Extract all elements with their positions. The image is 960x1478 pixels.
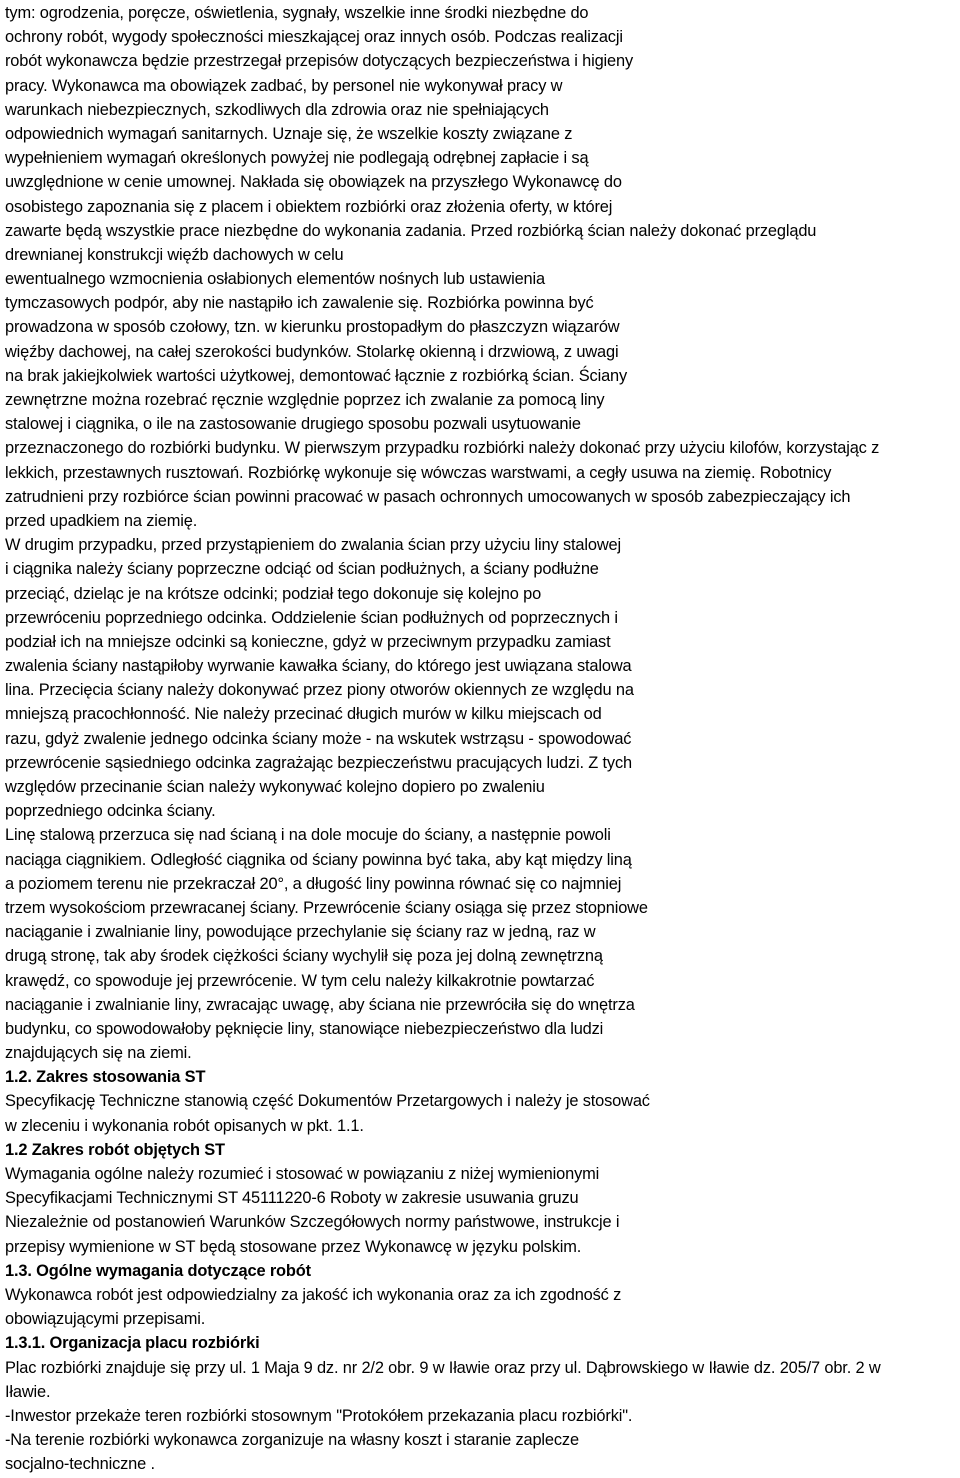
text-line: drugą stronę, tak aby środek ciężkości ściany wychylił się poza jej dolną zewnętrzną xyxy=(5,947,603,966)
text-line: przed upadkiem na ziemię. xyxy=(5,511,198,530)
text-line: Wymagania ogólne należy rozumieć i stosować w powiązaniu z niżej wymienionymi xyxy=(5,1165,600,1183)
text-line: Iławie. xyxy=(5,1382,51,1401)
text-line: ochrony robót, wygody społeczności mieszkającej oraz innych osób. Podczas realizacji xyxy=(5,28,623,47)
text-line: wypełnieniem wymagań określonych powyżej nie podlegają odrębnej zapłacie i są xyxy=(5,149,589,168)
section-heading: 1.3. Ogólne wymagania dotyczące robót xyxy=(5,1261,311,1280)
section-heading: 1.2 Zakres robót objętych ST xyxy=(5,1140,225,1159)
text-line: trzem wysokościom przewracanej ściany. Przewrócenie ściany osiąga się przez stopniowe xyxy=(5,898,648,917)
text-line: -Na terenie rozbiórki wykonawca zorganizuje na własny koszt i staranie zaplecze xyxy=(5,1431,579,1450)
text-line: warunkach niebezpiecznych, szkodliwych dla zdrowia oraz nie spełniających xyxy=(5,100,549,119)
text-line: pracy. Wykonawca ma obowiązek zadbać, by personel nie wykonywał pracy w xyxy=(5,76,563,95)
text-line: ewentualnego wzmocnienia osłabionych elementów nośnych lub ustawienia xyxy=(5,270,545,289)
text-line: przewrócenie sąsiedniego odcinka zagrażając bezpieczeństwu pracujących ludzi. Z tych xyxy=(5,753,632,772)
text-line: znajdujących się na ziemi. xyxy=(5,1044,192,1063)
text-line: mniejszą pracochłonność. Nie należy przecinać długich murów w kilku miejscach od xyxy=(5,705,602,724)
text-line: budynku, co spowodowałoby pęknięcie liny, stanowiące niebezpieczeństwo dla ludzi xyxy=(5,1019,604,1038)
text-line: i ciągnika należy ściany poprzeczne odciąć od ścian podłużnych, a ściany podłużne xyxy=(5,560,599,579)
text-line: odpowiednich wymagań sanitarnych. Uznaje się, że wszelkie koszty związane z xyxy=(5,124,573,143)
text-line: lekkich, przestawnych rusztowań. Rozbiórkę wykonuje się wówczas warstwami, a cegły usuwa na ziemię. Robotnicy xyxy=(5,463,832,482)
text-line: socjalno-techniczne . xyxy=(5,1455,155,1474)
text-line: a poziomem terenu nie przekraczał 20°, a długość liny powinna równać się co najmniej xyxy=(5,874,622,893)
text-line: przeciąć, dzieląc je na krótsze odcinki; podział tego dokonuje się kolejno po xyxy=(5,584,542,603)
text-line: W drugim przypadku, przed przystąpieniem do zwalania ścian przy użyciu liny stalowej xyxy=(5,536,621,555)
text-line: lina. Przecięcia ściany należy dokonywać przez piony otworów okiennych ze względu na xyxy=(5,681,634,700)
text-line: więźby dachowej, na całej szerokości budynków. Stolarkę okienną i drzwiową, z uwagi xyxy=(5,342,619,361)
text-line: krawędź, co spowoduje jej przewrócenie. W tym celu należy kilkakrotnie powtarzać xyxy=(5,971,595,990)
text-line: -Inwestor przekaże teren rozbiórki stosownym "Protokółem przekazania placu rozbiórki". xyxy=(5,1406,633,1425)
text-line: zawarte będą wszystkie prace niezbędne do wykonania zadania. Przed rozbiórką ścian należy dokonać przeglądu xyxy=(5,221,817,240)
section-heading: 1.3.1. Organizacja placu rozbiórki xyxy=(5,1334,260,1353)
text-line: naciąganie i zwalnianie liny, zwracając uwagę, aby ściana nie przewróciła się do wnętrza xyxy=(5,995,635,1014)
text-line: zwalenia ściany nastąpiłoby wyrwanie kawałka ściany, do którego jest uwiązana stalowa xyxy=(5,657,632,676)
text-line: Niezależnie od postanowień Warunków Szczegółowych normy państwowe, instrukcje i xyxy=(5,1213,620,1232)
text-line: Specyfikację Techniczne stanowią część Dokumentów Przetargowych i należy je stosować xyxy=(5,1092,650,1111)
text-line: przewróceniu poprzedniego odcinka. Oddzielenie ścian podłużnych od poprzecznych i xyxy=(5,608,618,627)
text-line: uwzględnione w cenie umownej. Nakłada się obowiązek na przyszłego Wykonawcę do xyxy=(5,173,622,192)
text-line: tym: ogrodzenia, poręcze, oświetlenia, sygnały, wszelkie inne środki niezbędne do xyxy=(5,4,589,22)
text-line: Linę stalową przerzuca się nad ścianą i na dole mocuje do ściany, a następnie powoli xyxy=(5,826,611,845)
text-line: naciąga ciągnikiem. Odległość ciągnika od ściany powinna być taka, aby kąt między liną xyxy=(5,850,632,869)
text-line: Plac rozbiórki znajduje się przy ul. 1 Maja 9 dz. nr 2/2 obr. 9 w Iławie oraz przy ul. Dąbrowskiego w Iławie dz. 205/7 obr. 2 w xyxy=(5,1358,881,1377)
text-line: robót wykonawcza będzie przestrzegał przepisów dotyczących bezpieczeństwa i higieny xyxy=(5,52,634,71)
text-line: naciąganie i zwalnianie liny, powodujące przechylanie się ściany raz w jedną, raz w xyxy=(5,923,596,942)
text-line: poprzedniego odcinka ściany. xyxy=(5,802,216,821)
text-line: tymczasowych podpór, aby nie nastąpiło ich zawalenie się. Rozbiórka powinna być xyxy=(5,294,594,313)
text-line: względów przecinanie ścian należy wykonywać kolejno dopiero po zwaleniu xyxy=(5,778,545,796)
text-line: stalowej i ciągnika, o ile na zastosowanie drugiego sposobu pozwali usytuowanie xyxy=(5,415,581,434)
text-line: Wykonawca robót jest odpowiedzialny za jakość ich wykonania oraz za ich zgodność z xyxy=(5,1285,622,1304)
text-line: prowadzona w sposób czołowy, tzn. w kierunku prostopadłym do płaszczyzn wiązarów xyxy=(5,318,620,337)
text-line: razu, gdyż zwalenie jednego odcinka ściany może - na wskutek wstrząsu - spowodować xyxy=(5,729,632,748)
text-line: przeznaczonego do rozbiórki budynku. W pierwszym przypadku rozbiórki należy dokonać przy użyciu kilofów, korzystając z xyxy=(5,439,880,458)
text-line: Specyfikacjami Technicznymi ST 45111220-6 Roboty w zakresie usuwania gruzu xyxy=(5,1189,579,1208)
text-line: w zleceniu i wykonania robót opisanych w pkt. 1.1. xyxy=(5,1116,364,1135)
text-line: zewnętrzne można rozebrać ręcznie względnie poprzez ich zwalanie za pomocą liny xyxy=(5,391,605,409)
text-line: obowiązującymi przepisami. xyxy=(5,1310,206,1329)
text-line: drewnianej konstrukcji więźb dachowych w celu xyxy=(5,245,344,264)
text-line: przepisy wymienione w ST będą stosowane przez Wykonawcę w języku polskim. xyxy=(5,1237,582,1256)
text-line: osobistego zapoznania się z placem i obiektem rozbiórki oraz złożenia oferty, w której xyxy=(5,197,613,216)
text-line: zatrudnieni przy rozbiórce ścian powinni pracować w pasach ochronnych umocowanych w sposób zabezpieczający ich xyxy=(5,487,851,506)
text-line: na brak jakiejkolwiek wartości użytkowej, demontować łącznie z rozbiórką ścian. Ściany xyxy=(5,366,628,385)
section-heading: 1.2. Zakres stosowania ST xyxy=(5,1068,206,1087)
text-line: podział ich na mniejsze odcinki są konieczne, gdyż w przeciwnym przypadku zamiast xyxy=(5,632,611,651)
